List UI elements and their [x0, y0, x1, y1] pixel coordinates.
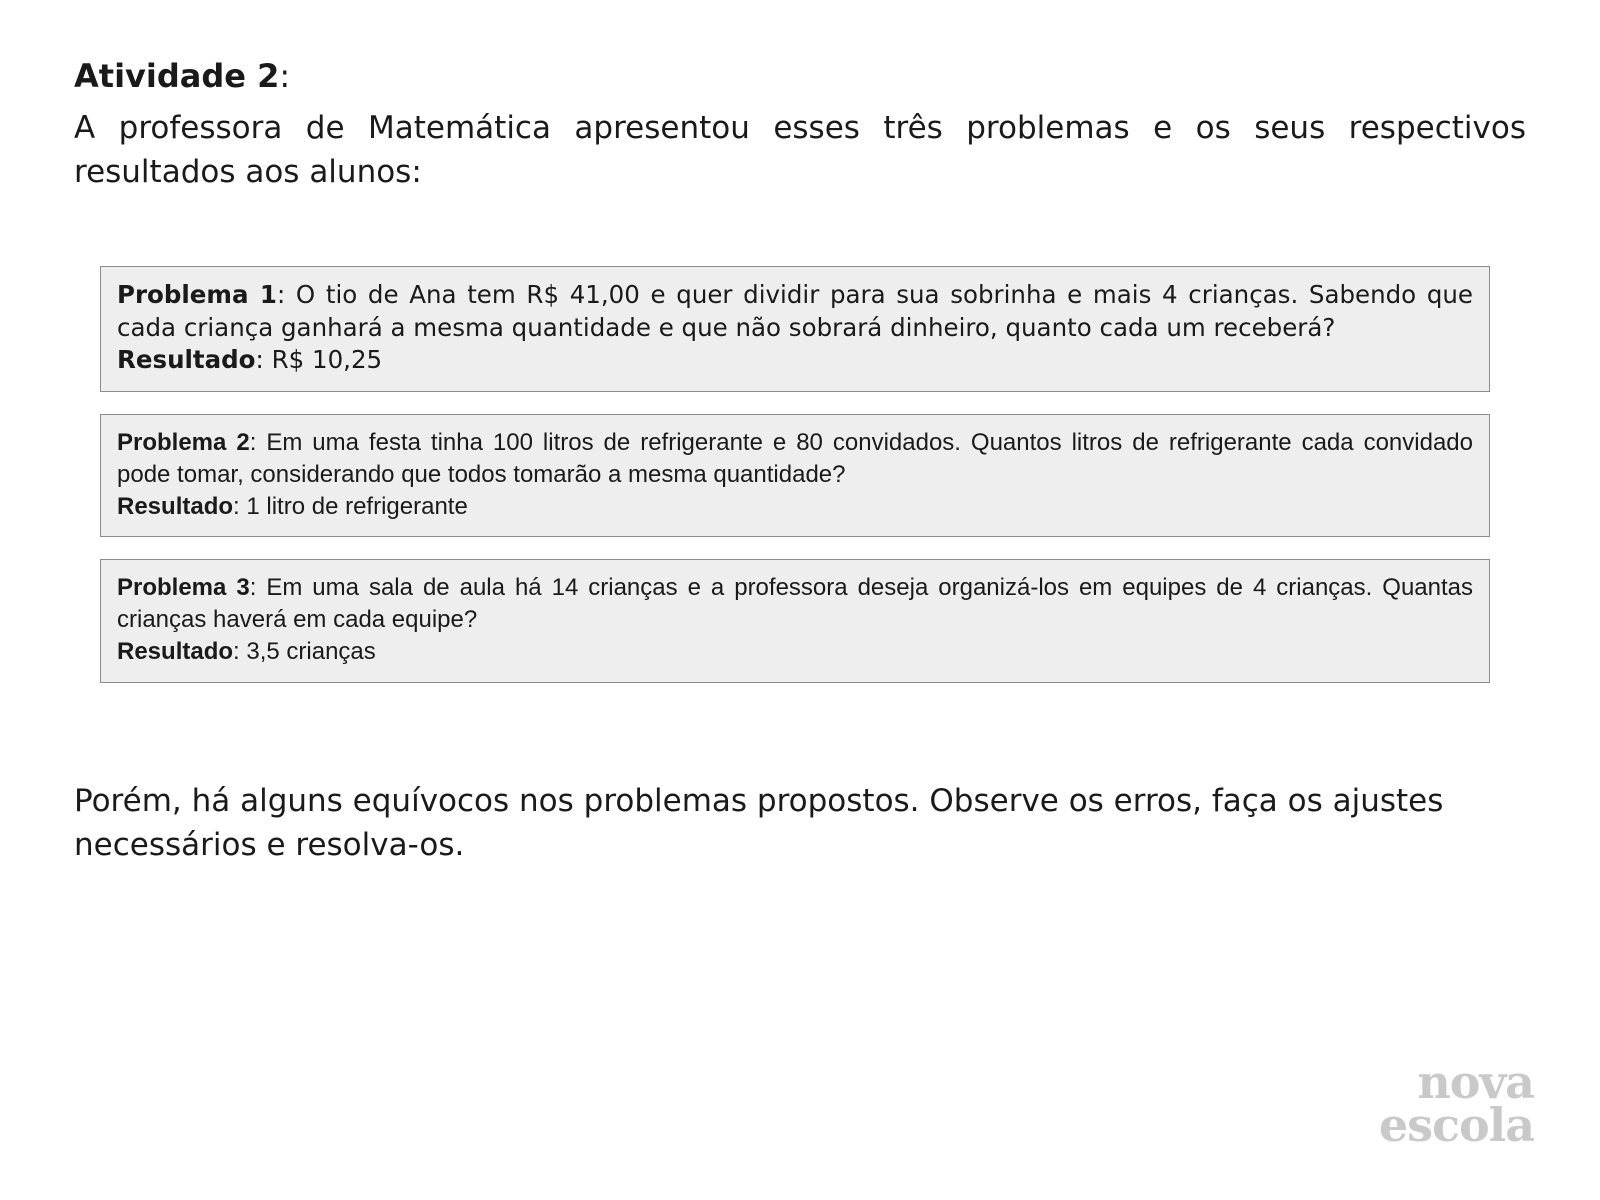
page-title [74, 56, 1528, 96]
result-value-2: 1 litro de refrigerante [246, 492, 468, 520]
problem-body-1: O tio de Ana tem R$ 41,00 e quer dividir para sua sobrinha e mais 4 crianças. Sabendo que cada criança ganhará a mesma quantidade e que não sobrará dinheiro, quanto cada um receberá? [117, 280, 1473, 342]
problem-separator-3: : [249, 574, 267, 602]
result-value-1: R$ 10,25 [271, 345, 383, 375]
problem-label-2: Problema 2 [117, 428, 250, 456]
problem-statement-1 [117, 279, 1473, 344]
activity-label: Atividade 2 [74, 57, 280, 95]
result-label-1: Resultado [117, 345, 256, 375]
problem-card-1 [100, 266, 1490, 392]
problems-list [100, 266, 1490, 683]
logo-line-1: nova [1417, 1054, 1534, 1109]
problem-result-3 [117, 636, 1473, 668]
closing-paragraph: Porém, há alguns equívocos nos problemas propostos. Observe os erros, faça os ajustes necessários e resolva-os. [74, 783, 1444, 864]
problem-card-2 [100, 414, 1490, 538]
problem-body-3: Em uma sala de aula há 14 crianças e a professora deseja organizá-los em equipes de 4 crianças. Quantas crianças haverá em cada equipe? [117, 574, 1473, 634]
problem-statement-2 [117, 427, 1473, 491]
result-value-3: 3,5 crianças [246, 638, 376, 666]
problem-separator-1: : [276, 280, 296, 310]
intro-paragraph: A professora de Matemática apresentou esses três problemas e os seus respectivos resultados aos alunos: [74, 110, 1526, 191]
problem-label-3: Problema 3 [117, 574, 250, 602]
problem-body-2: Em uma festa tinha 100 litros de refrigerante e 80 convidados. Quantos litros de refrigerante cada convidado pode tomar, considerando que todos tomarão a mesma quantidade? [117, 428, 1473, 488]
problem-statement-3 [117, 572, 1473, 636]
result-separator-1: : [255, 345, 272, 375]
activity-label-suffix: : [279, 57, 291, 95]
logo-line-2: escola [1378, 1098, 1534, 1153]
problem-label-1: Problema 1 [117, 280, 277, 310]
result-separator-3: : [233, 638, 247, 666]
result-label-2: Resultado [117, 492, 234, 520]
nova-escola-logo [1378, 1054, 1534, 1153]
result-label-3: Resultado [117, 638, 234, 666]
problem-card-3 [100, 559, 1490, 683]
problem-separator-2: : [249, 428, 267, 456]
result-separator-2: : [233, 492, 247, 520]
problem-result-1 [117, 344, 1473, 377]
problem-result-2 [117, 491, 1473, 523]
